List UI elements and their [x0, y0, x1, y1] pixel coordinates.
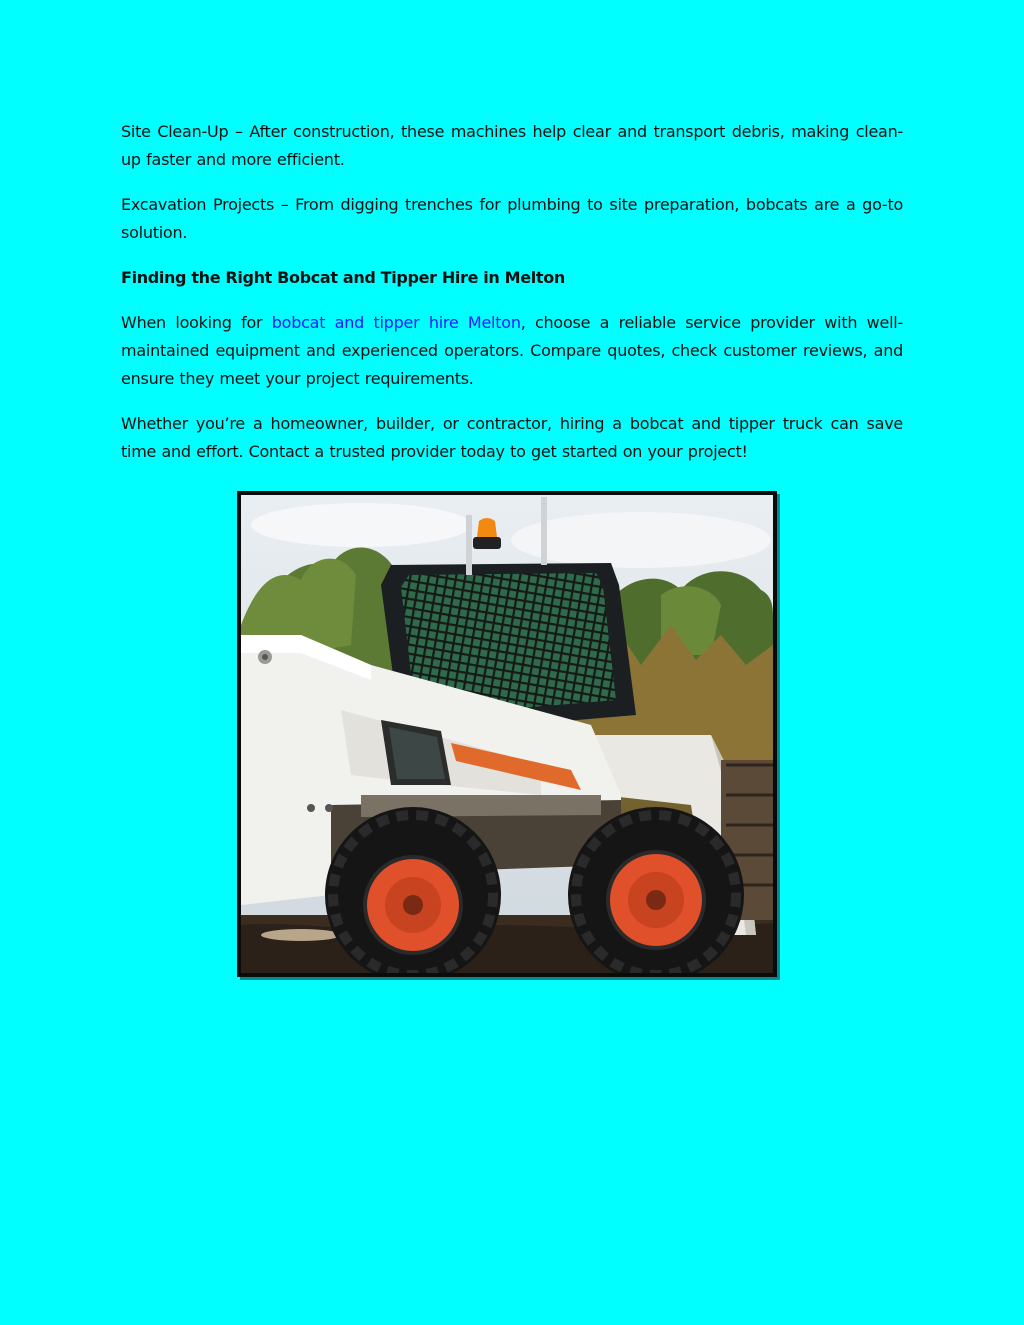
section-heading: Finding the Right Bobcat and Tipper Hire in Melton — [121, 268, 565, 287]
hire-text-start: When looking for — [121, 313, 272, 332]
site-cleanup-paragraph: Site Clean-Up – After construction, these machines help clear and transport debris, making clean-up faster and more efficient. — [121, 122, 903, 169]
hire-paragraph — [121, 309, 903, 393]
bobcat-hire-link[interactable]: bobcat and tipper hire Melton — [271, 313, 521, 332]
document-body — [121, 118, 903, 483]
closing-paragraph: Whether you’re a homeowner, builder, or contractor, hiring a bobcat and tipper truck can save time and effort. Contact a trusted provider today to get started on your project! — [121, 414, 903, 461]
bobcat-illustration — [241, 495, 773, 973]
excavation-paragraph: Excavation Projects – From digging trenches for plumbing to site preparation, bobcats are a go-to solution. — [121, 195, 903, 242]
hire-text-end: , choose a reliable service provider with well-maintained equipment and experienced operators. Compare quotes, check customer reviews, and ensure they meet your project requirements. — [121, 313, 904, 388]
bobcat-photo — [237, 491, 777, 977]
